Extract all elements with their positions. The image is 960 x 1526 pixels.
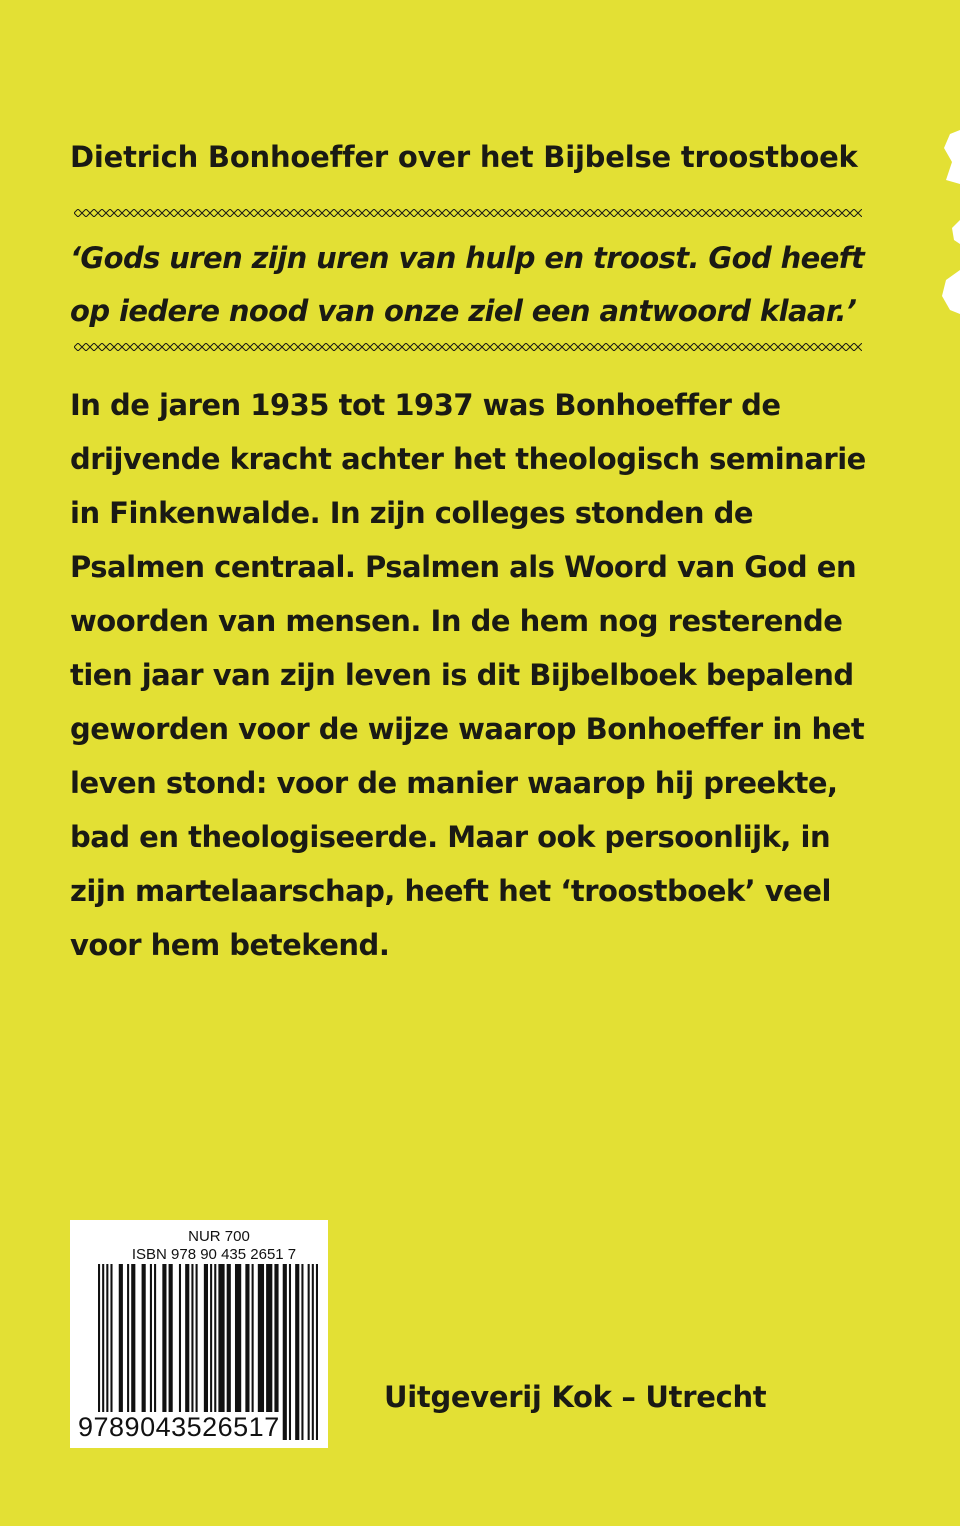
blurb-line: bad en theologiseerde. Maar ook persoonlijk, in: [70, 820, 831, 854]
nur-code: NUR 700: [188, 1228, 250, 1245]
isbn-number: ISBN 978 90 435 2651 7: [131, 1246, 297, 1263]
blurb-line: voor hem betekend.: [70, 928, 390, 962]
blurb-line: In de jaren 1935 tot 1937 was Bonhoeffer de: [70, 388, 781, 422]
blurb-line: in Finkenwalde. In zijn colleges stonden de: [70, 496, 754, 530]
pull-quote: [70, 232, 880, 338]
blurb-line: tien jaar van zijn leven is dit Bijbelboek bepalend: [70, 658, 854, 692]
blurb-line: drijvende kracht achter het theologisch seminarie: [70, 442, 866, 476]
blurb-line: zijn martelaarschap, heeft het ‘troostboek’ veel: [70, 874, 831, 908]
quote-line: op iedere nood van onze ziel een antwoord klaar.’: [70, 294, 857, 328]
blurb-text: [70, 378, 890, 972]
blurb-line: leven stond: voor de manier waarop hij preekte,: [70, 766, 838, 800]
ornamental-rule-top: [74, 209, 862, 217]
blurb-line: woorden van mensen. In de hem nog resterende: [70, 604, 843, 638]
spine-edge-graphic: [936, 110, 960, 320]
ornamental-rule-bottom: [74, 343, 862, 351]
publisher-name: Uitgeverij Kok – Utrecht: [384, 1380, 767, 1414]
quote-line: ‘Gods uren zijn uren van hulp en troost. God heeft: [70, 241, 865, 275]
barcode-block: [70, 1220, 328, 1448]
blurb-line: Psalmen centraal. Psalmen als Woord van God en: [70, 550, 857, 584]
blurb-line: geworden voor de wijze waarop Bonhoeffer in het: [70, 712, 865, 746]
cover-subtitle: Dietrich Bonhoeffer over het Bijbelse troostboek: [70, 140, 858, 174]
barcode-digits: 9789043526517: [78, 1412, 280, 1442]
